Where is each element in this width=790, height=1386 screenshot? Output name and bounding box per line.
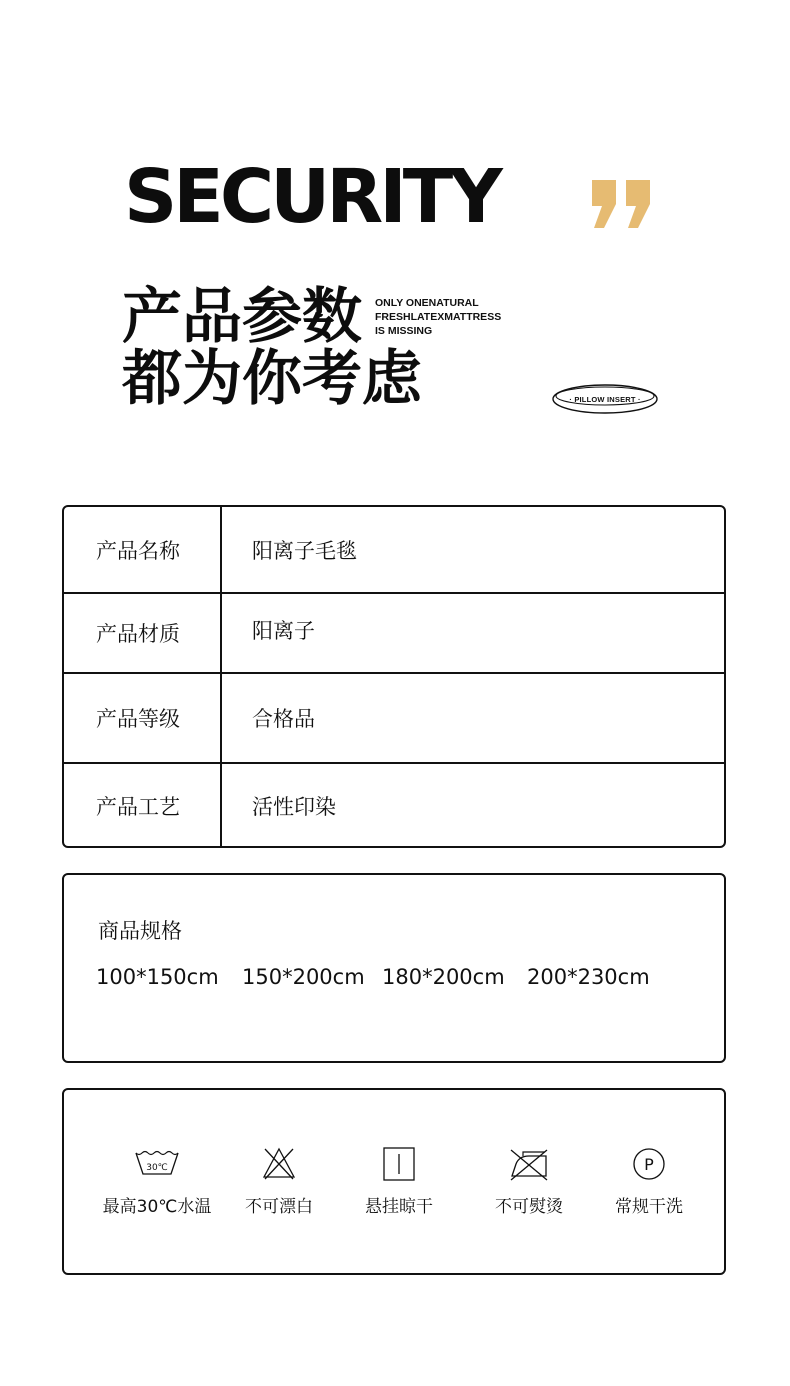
size-option: 100*150cm (96, 965, 219, 989)
no-iron-icon (505, 1146, 553, 1182)
row-value: 活性印染 (252, 795, 336, 819)
row-label: 产品名称 (96, 538, 180, 563)
wash-temp-text: 30℃ (146, 1163, 168, 1173)
row-value: 阳离子毛毯 (252, 538, 357, 563)
hang-dry-icon (375, 1146, 423, 1182)
spec-title: 商品规格 (98, 919, 182, 943)
badge-text: · PILLOW INSERT · (569, 394, 641, 404)
table-row (64, 592, 724, 672)
title-line-2: 都为你考虑 (122, 344, 422, 414)
care-label: 最高30℃水温 (102, 1197, 212, 1217)
pillow-insert-badge (550, 381, 660, 417)
row-label: 产品工艺 (96, 795, 180, 819)
care-label: 不可漂白 (245, 1197, 313, 1217)
tagline-line-3: IS MISSING (375, 325, 433, 337)
table-row (64, 507, 724, 592)
no-bleach-icon (255, 1146, 303, 1182)
dry-clean-p-icon (625, 1146, 673, 1182)
care-item (214, 1146, 344, 1217)
row-label: 产品材质 (96, 622, 180, 646)
size-option: 150*200cm (242, 965, 365, 989)
care-label: 常规干洗 (615, 1197, 683, 1217)
tagline-line-1: ONLY ONENATURAL (375, 297, 479, 309)
table-row (64, 672, 724, 762)
row-label: 产品等级 (96, 707, 180, 731)
title-line-1: 产品参数 (122, 282, 362, 352)
headline: SECURITY (124, 154, 499, 240)
care-label: 悬挂晾干 (365, 1197, 433, 1217)
care-item (464, 1146, 594, 1217)
product-info-table (62, 505, 726, 848)
tagline-line-2: FRESHLATEXMATTRESS (375, 311, 502, 323)
spec-box (62, 873, 726, 1063)
wash-30-icon (133, 1146, 181, 1182)
size-option: 200*230cm (527, 965, 650, 989)
table-row (64, 762, 724, 848)
tagline (375, 296, 501, 338)
care-label: 不可熨烫 (495, 1197, 563, 1217)
row-value: 阳离子 (252, 619, 315, 643)
dry-clean-letter: P (644, 1155, 654, 1174)
row-value: 合格品 (252, 707, 315, 731)
quote-mark-icon (590, 178, 654, 232)
size-option: 180*200cm (382, 965, 505, 989)
care-item (92, 1146, 222, 1217)
care-instructions-box (62, 1088, 726, 1275)
care-item (584, 1146, 714, 1217)
care-item (334, 1146, 464, 1217)
